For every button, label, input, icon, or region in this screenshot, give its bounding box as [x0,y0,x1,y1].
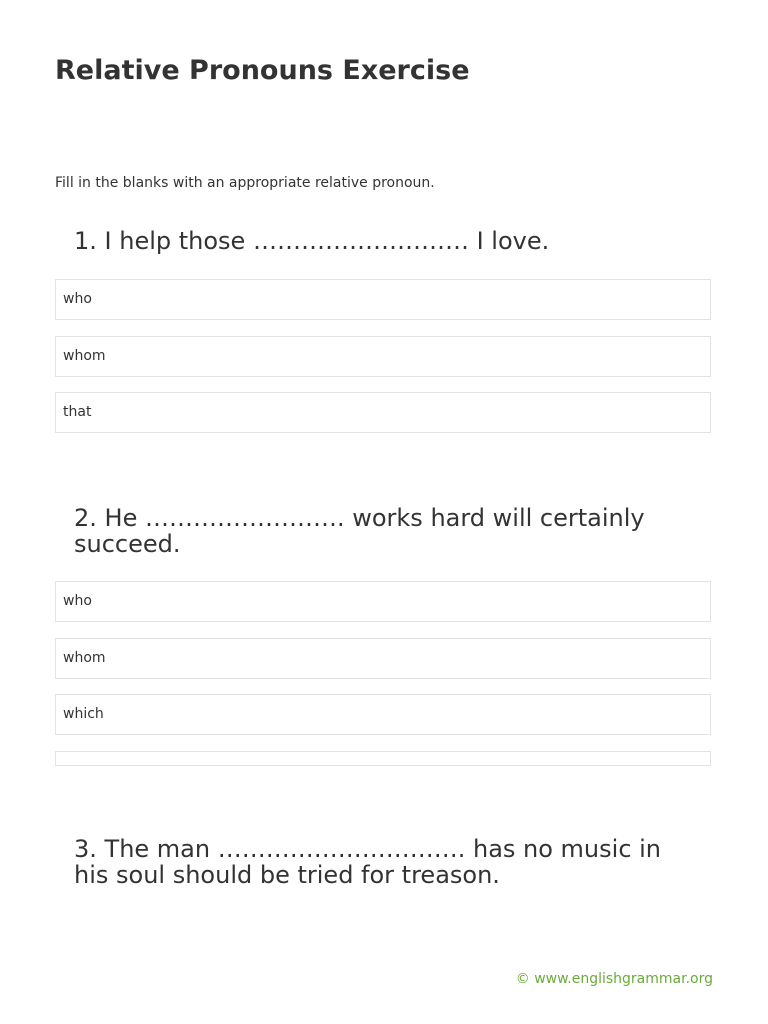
question-2-option-4[interactable] [55,751,711,766]
question-1-option-3[interactable]: that [55,392,711,433]
question-3-text: 3. The man …………………………. has no music in his soul should be tried for treason. [74,835,662,889]
question-2-option-1[interactable]: who [55,581,711,622]
question-2-text: 2. He ……………………. works hard will certainly succeed. [74,504,645,558]
question-1-option-1[interactable]: who [55,279,711,320]
question-1-option-2[interactable]: whom [55,336,711,377]
page-title: Relative Pronouns Exercise [55,55,470,86]
instructions-text: Fill in the blanks with an appropriate relative pronoun. [55,175,435,191]
question-2-option-3[interactable]: which [55,694,711,735]
question-1-text: 1. I help those ……………………… I love. [74,227,550,255]
footer-credit-link[interactable]: © www.englishgrammar.org [515,971,713,987]
question-2-option-2[interactable]: whom [55,638,711,679]
